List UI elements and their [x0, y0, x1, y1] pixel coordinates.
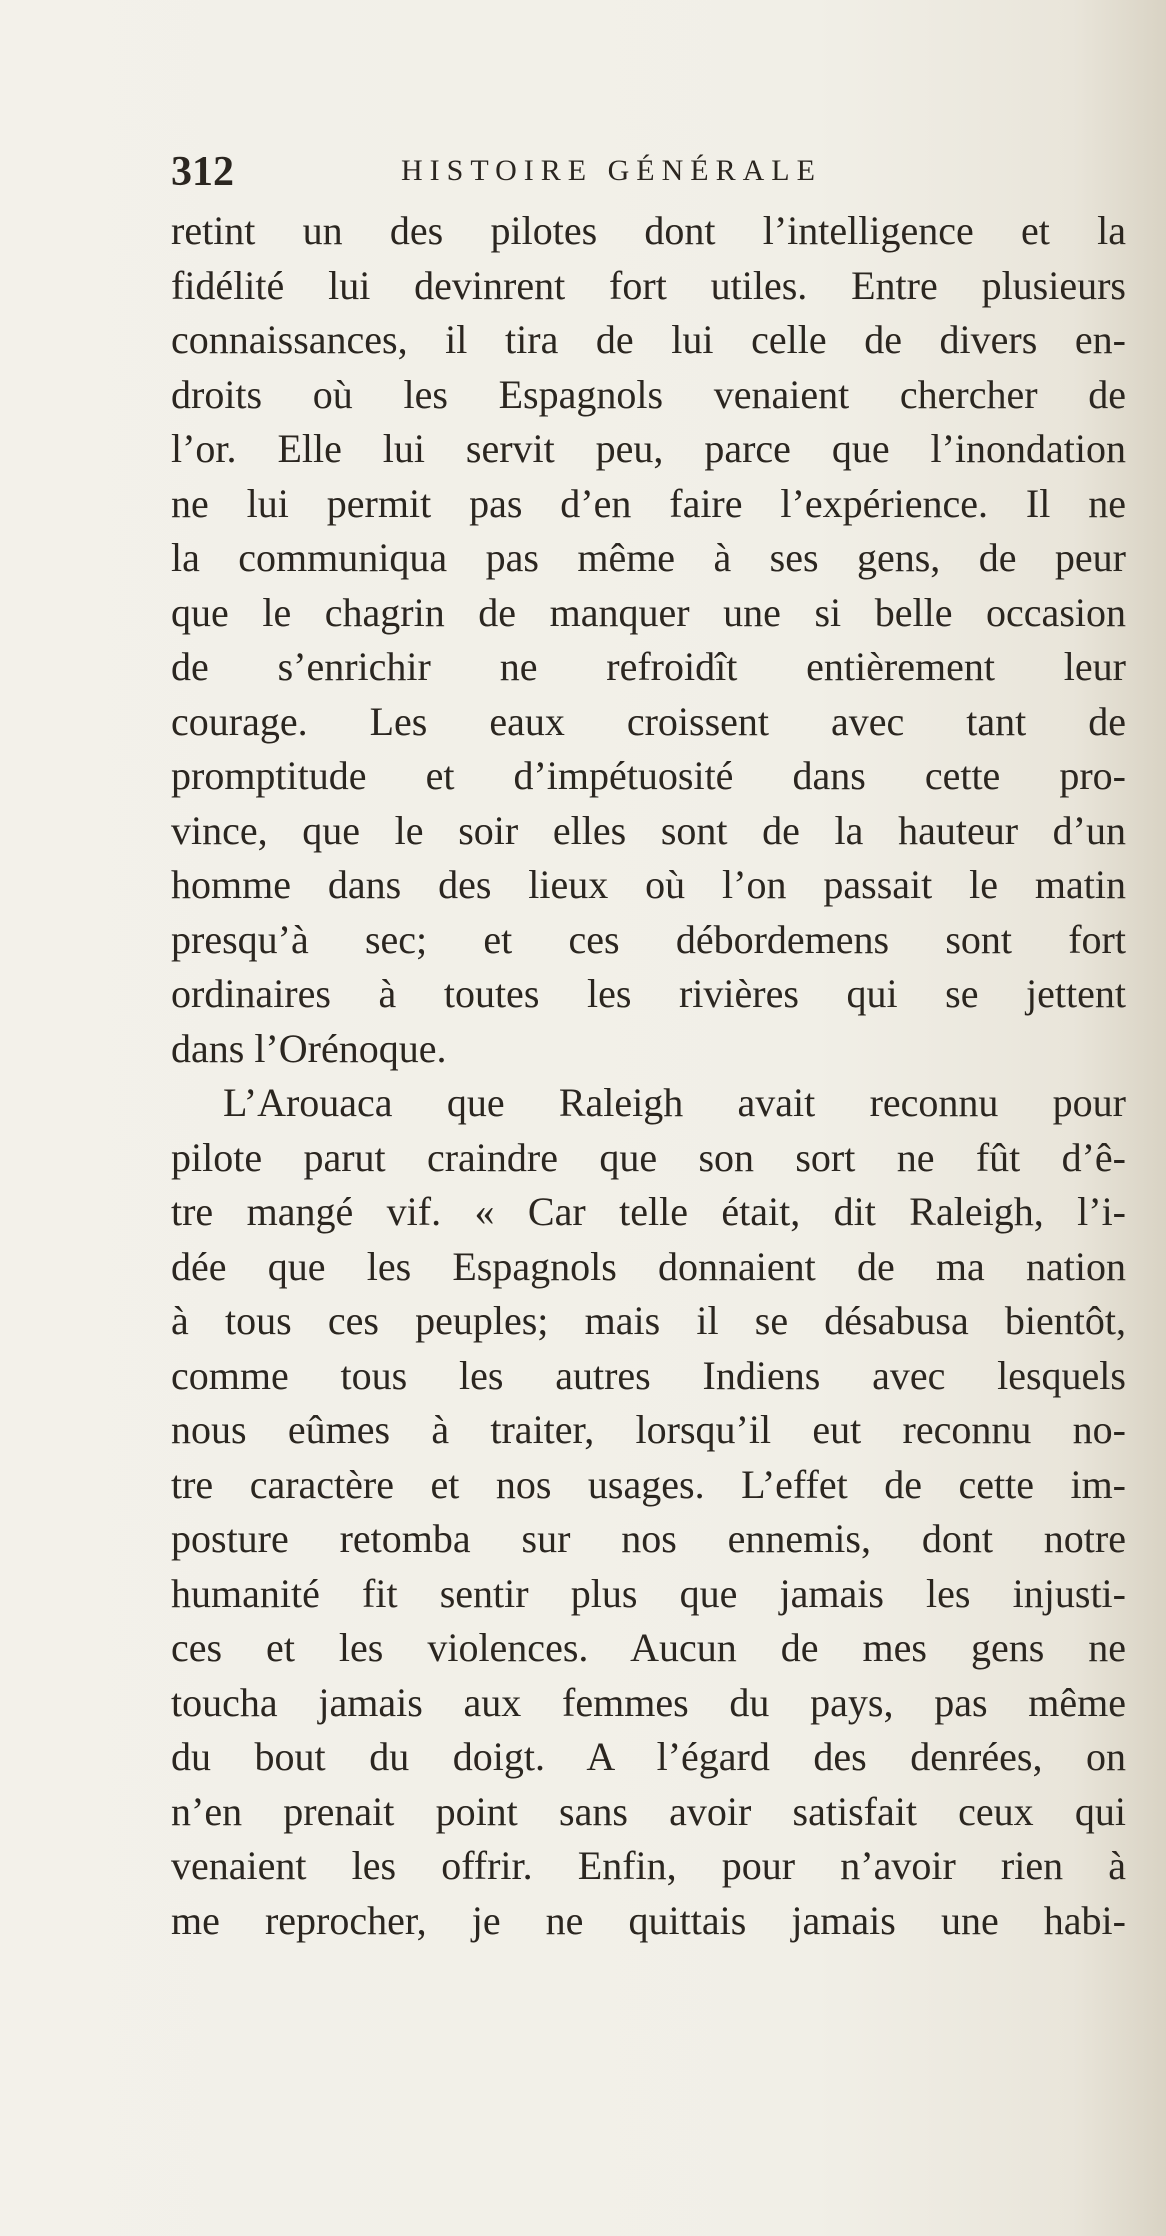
text-line: tre mangé vif. « Car telle était, dit Raleigh, l’i- [171, 1189, 1126, 1235]
text-line: pilote parut craindre que son sort ne fût d’ê- [171, 1134, 1126, 1180]
text-line: ces et les violences. Aucun de mes gens ne [171, 1625, 1126, 1671]
text-line: à tous ces peuples; mais il se désabusa bientôt, [171, 1298, 1126, 1344]
text-line: presqu’à sec; et ces débordemens sont fort [171, 916, 1126, 962]
text-line: droits où les Espagnols venaient chercher de [171, 371, 1126, 417]
text-line: courage. Les eaux croissent avec tant de [171, 698, 1126, 744]
text-line: L’Arouaca que Raleigh avait reconnu pour [223, 1080, 1126, 1126]
running-title: HISTOIRE GÉNÉRALE [401, 154, 822, 187]
text-line: ordinaires à toutes les rivières qui se jettent [171, 971, 1126, 1017]
text-line: de s’enrichir ne refroidît entièrement leur [171, 644, 1126, 690]
text-line: dée que les Espagnols donnaient de ma nation [171, 1243, 1126, 1289]
text-line: vince, que le soir elles sont de la hauteur d’un [171, 807, 1126, 853]
text-line: la communiqua pas même à ses gens, de peur [171, 535, 1126, 581]
book-page [171, 140, 1126, 1949]
text-line: tre caractère et nos usages. L’effet de cette im- [171, 1461, 1126, 1507]
text-line: l’or. Elle lui servit peu, parce que l’inondation [171, 426, 1126, 472]
page-header [171, 140, 1126, 204]
text-line: me reprocher, je ne quittais jamais une habi- [171, 1897, 1126, 1943]
page-number: 312 [171, 149, 234, 195]
text-line: que le chagrin de manquer une si belle occasion [171, 589, 1126, 635]
text-line: dans l’Orénoque. [171, 1025, 447, 1071]
text-line: toucha jamais aux femmes du pays, pas même [171, 1679, 1126, 1725]
body-text [171, 204, 1126, 1949]
text-line: ne lui permit pas d’en faire l’expérience. Il ne [171, 480, 1126, 526]
text-line: fidélité lui devinrent fort utiles. Entre plusieurs [171, 262, 1126, 308]
text-line: connaissances, il tira de lui celle de divers en- [171, 317, 1126, 363]
text-line: nous eûmes à traiter, lorsqu’il eut reconnu no- [171, 1407, 1126, 1453]
text-line: n’en prenait point sans avoir satisfait ceux qui [171, 1788, 1126, 1834]
text-line: du bout du doigt. A l’égard des denrées, on [171, 1734, 1126, 1780]
text-line: humanité fit sentir plus que jamais les injusti- [171, 1570, 1126, 1616]
text-line: retint un des pilotes dont l’intelligence et la [171, 208, 1126, 253]
text-line: homme dans des lieux où l’on passait le matin [171, 862, 1126, 908]
text-line: promptitude et d’impétuosité dans cette pro- [171, 753, 1126, 799]
text-line: venaient les offrir. Enfin, pour n’avoir rien à [171, 1843, 1126, 1889]
text-line: comme tous les autres Indiens avec lesquels [171, 1352, 1126, 1398]
text-line: posture retomba sur nos ennemis, dont notre [171, 1516, 1126, 1562]
